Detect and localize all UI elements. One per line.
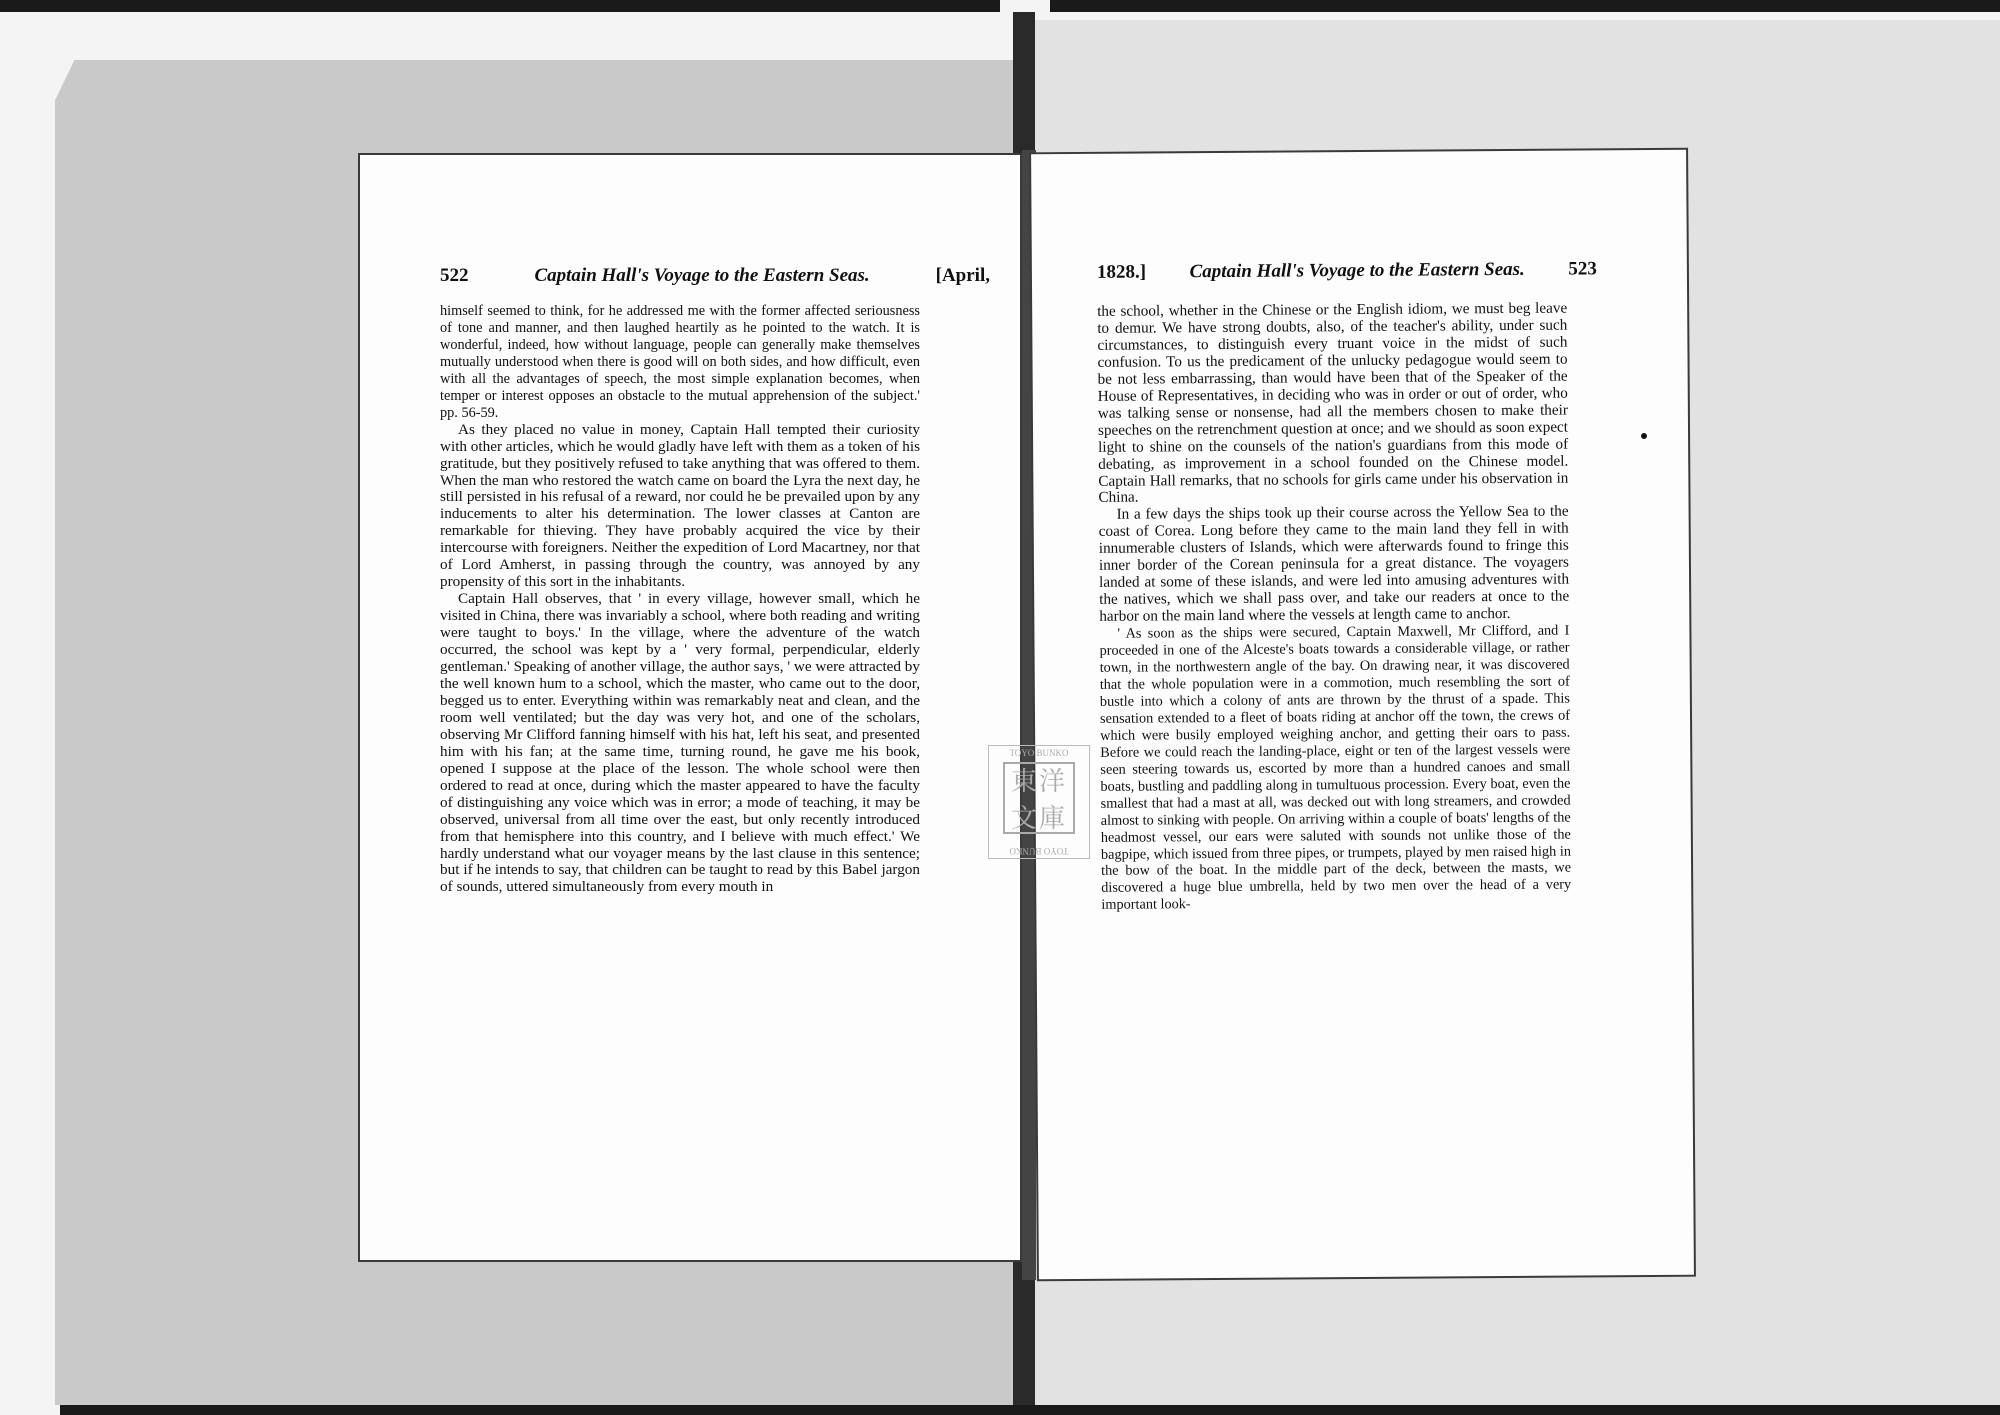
paragraph: the school, whether in the Chinese or the English idiom, we must beg leave to demur. We have strong doubts, also, of the teacher's ability, under such circumstances, to distinguish every truant voice in the midst of such confusion. To us the predicament of the unlucky pedagogue would seem to be not less embarrassing, than would have been that of the Speaker of the House of Representatives, in deciding who was in order or out of order, who was talking sense or nonsense, had all the members chosen to make their speeches on the retrenchment question at once; and we should as soon expect light to shine on the counsels of the nation's guardians from this mode of debating, as improvement in a school founded on the Chinese model. Captain Hall remarks, that no schools for girls came under his observation in China. <box>1097 299 1569 507</box>
left-running-header <box>440 265 990 287</box>
right-body-text <box>1097 301 1571 915</box>
left-body-text <box>440 303 920 896</box>
paragraph: Captain Hall observes, that ' in every village, however small, which he visited in China, there was invariably a school, where both reading and writing were taught to boys.' In the village, where the adventure of the watch occurred, the school was kept by a ' very formal, perpendicular, elderly gentleman.' Speaking of another village, the author says, ' we were attracted by the well known hum to a school, which the master, who came out to the door, begged us to enter. Everything within was remarkably neat and clean, and the room well ventilated; but the day was very hot, and one of the scholars, observing Mr Clifford fanning himself with his hat, left his seat, and presented him with his fan; at the same time, turning round, he gave me his book, opened I suppose at the place of the lesson. The whole school were then ordered to read at once, during which the master appeared to have the faculty of distinguishing any voice which was in error; a mode of teaching, it may be observed, universal from all time over the east, but only recently introduced from that hemisphere into this country, and I believe with much effect.' We hardly understand what our voyager means by the last clause in this sentence; but if he intends to say, that children can be taught to read by this Babel jargon of sounds, uttered simultaneously from every mouth in <box>440 590 920 896</box>
right-page <box>1031 150 1694 1280</box>
running-title: Captain Hall's Voyage to the Eastern Seas. <box>1189 258 1525 283</box>
bottom-dark-band <box>60 1405 2000 1415</box>
header-date: 1828.] <box>1096 261 1147 283</box>
library-stamp <box>988 745 1090 859</box>
stamp-seal: 東洋文庫 <box>1003 762 1075 834</box>
right-running-header <box>1097 258 1597 283</box>
running-title: Captain Hall's Voyage to the Eastern Seas. <box>534 265 870 286</box>
paragraph: As they placed no value in money, Captain Hall tempted their curiosity with other articles, which he would gladly have left with them as a token of his gratitude, but they positively refused to take anything that was offered to them. When the man who restored the watch came on board the Lyra the next day, he still persisted in his refusal of a reward, nor could he be prevailed upon by any inducements to alter his determination. The lower classes at Canton are remarkable for thieving. They have probably acquired the vice by their intercourse with foreigners. Neither the expedition of Lord Macartney, nor that of Lord Amherst, in passing through the country, was annoyed by any propensity of this sort in the inhabitants. <box>440 420 920 591</box>
paragraph: himself seemed to think, for he addressed me with the former affected seriousness of tone and manner, and then laughed heartily as he pointed to the watch. It is wonderful, indeed, how without language, people can generally make themselves mutually understood when there is good will on both sides, and how difficult, even with all the advantages of speech, the most simple explanation becomes, when temper or interest opposes an obstacle to the mutual apprehension of the subject.' pp. 56-59. <box>440 303 920 421</box>
paragraph: In a few days the ships took up their course across the Yellow Sea to the coast of Corea. Long before they came to the main land they fell in with innumerable clusters of Islands, which were afterwards found to fringe this inner border of the Corean peninsula for a great distance. The voyagers landed at some of these islands, and were led into amusing adventures with the natives, which we shall pass over, and take our readers at once to the harbor on the main land where the vessels at length came to anchor. <box>1098 502 1570 625</box>
left-page <box>360 155 1020 1260</box>
ink-speck <box>1641 433 1647 439</box>
header-date: [April, <box>935 265 990 286</box>
page-number: 522 <box>440 265 469 286</box>
top-dark-band-right <box>1050 0 2000 12</box>
page-number: 523 <box>1568 258 1597 280</box>
top-dark-band-left <box>0 0 1000 12</box>
stamp-top-text: TOYO BUNKO <box>1009 748 1069 758</box>
paragraph: ' As soon as the ships were secured, Captain Maxwell, Mr Clifford, and I proceeded in one of the Alceste's boats towards a considerable village, or rather town, in the northwestern angle of the bay. On drawing near, it was discovered that the whole population were in a commotion, much resembling the sort of bustle into which a colony of ants are thrown by the thrust of a spade. This sensation extended to a fleet of boats riding at anchor off the town, the crews of which were busily employed weighing anchor, and getting their oars to pass. Before we could reach the landing-place, eight or ten of the largest vessels were seen steering towards us, escorted by more than a hundred canoes and small boats, bustling and paddling along in tumultuous procession. Every boat, even the smallest that had a mast at all, was decked out with long streamers, and crowded almost to sinking with people. On arriving within a couple of boats' lengths of the headmost vessel, our ears were saluted with sounds not unlike those of the bagpipe, which issued from three pipes, or trumpets, played by men raised high in the bow of the boat. In the middle part of the deck, between the masts, we discovered a huge blue umbrella, held by two men over the head of a very important look- <box>1099 622 1572 914</box>
stamp-bottom-text: TOYO BUNKO <box>1009 846 1069 856</box>
